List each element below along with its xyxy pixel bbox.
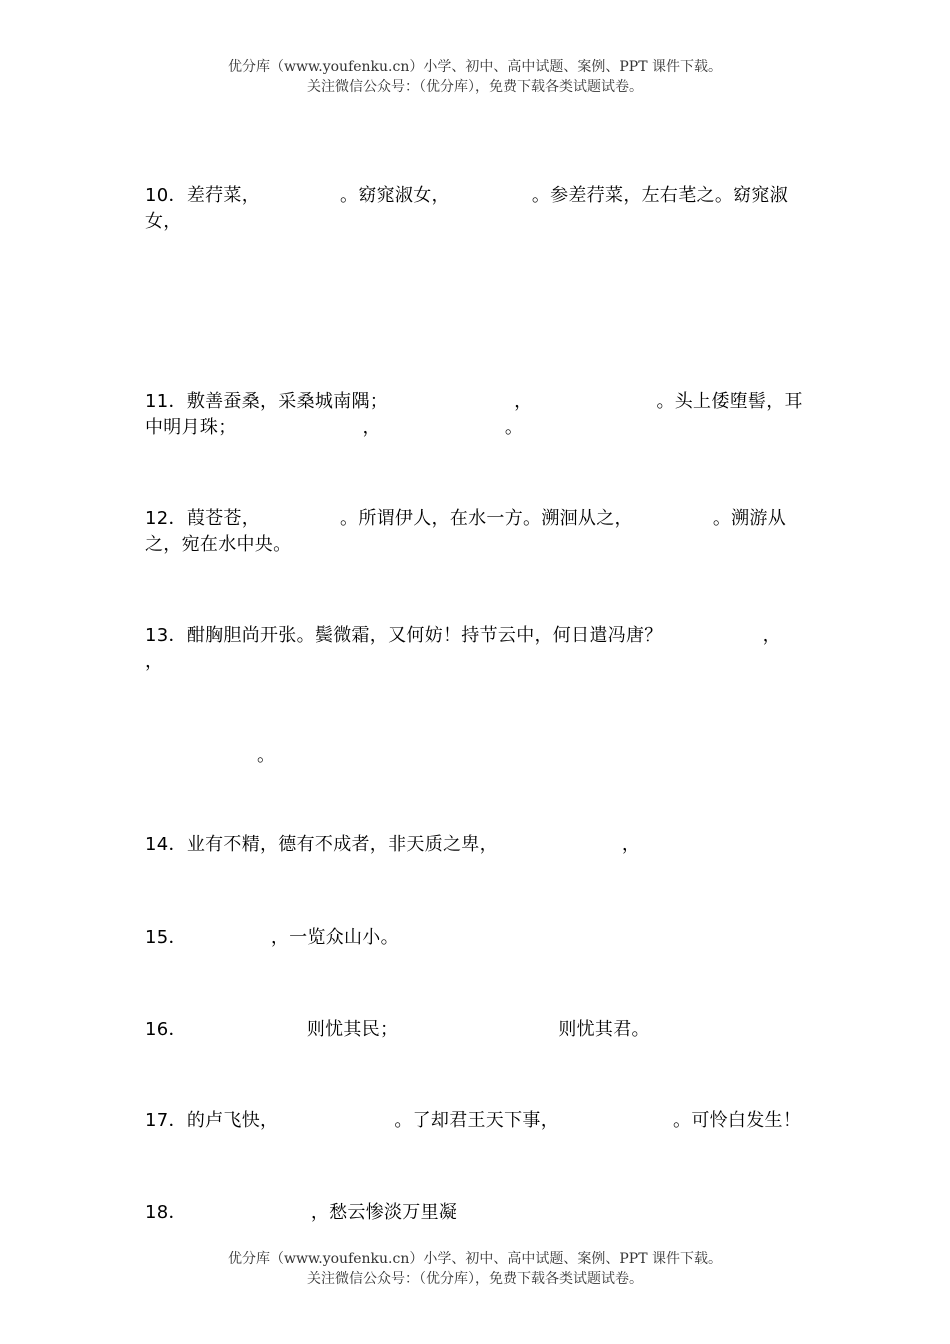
q11-text-b: ，	[514, 391, 533, 412]
question-number: 13．	[145, 625, 187, 646]
question-number: 17．	[145, 1110, 187, 1131]
q10-text-c: 。参差荇菜，左右芼之。窈窕淑	[531, 185, 789, 206]
question-15	[145, 925, 805, 951]
q17-text-a: 的卢飞快，	[186, 1110, 279, 1131]
q11-text-e: ，	[362, 417, 381, 438]
question-number: 15．	[145, 927, 187, 948]
q17-text-b: 。了却君王天下事，	[394, 1110, 560, 1131]
question-number: 16．	[145, 1019, 187, 1040]
q18-text-a: ，愁云惨淡万里凝	[310, 1202, 458, 1223]
header-line-2: 关注微信公众号：（优分库），免费下载各类试题试卷。	[307, 79, 643, 95]
q11-text-a: 敷善蚕桑，采桑城南隅；	[186, 391, 389, 412]
q11-text-d: 中明月珠；	[145, 417, 237, 438]
q13-text-c: ，	[145, 651, 164, 672]
question-14	[145, 832, 805, 858]
question-number: 11．	[145, 391, 187, 412]
q12-text-d: 之，宛在水中央。	[145, 534, 292, 555]
footer-line-2: 关注微信公众号：（优分库），免费下载各类试题试卷。	[307, 1271, 643, 1287]
page-header	[0, 57, 950, 97]
question-12	[145, 506, 805, 558]
q14-text-a: 业有不精，德有不成者，非天质之卑，	[186, 834, 498, 855]
question-11	[145, 389, 805, 441]
q11-text-c: 。头上倭堕髻，耳	[656, 391, 803, 412]
question-number: 18．	[145, 1202, 187, 1223]
question-number: 10．	[145, 185, 187, 206]
page-footer	[0, 1249, 950, 1289]
q12-text-b: 。所谓伊人，在水一方。溯洄从之，	[340, 508, 633, 529]
question-10	[145, 183, 805, 235]
question-16	[145, 1017, 805, 1043]
question-13-continued	[145, 743, 805, 769]
q11-text-f: 。	[504, 417, 524, 438]
question-number: 14．	[145, 834, 187, 855]
q10-text-d: 女，	[145, 211, 182, 232]
q13-text-d: 。	[257, 745, 276, 766]
question-17	[145, 1108, 805, 1134]
question-18	[145, 1200, 805, 1226]
question-number: 12．	[145, 508, 187, 529]
q10-text-a: 差荇菜，	[186, 185, 261, 206]
q13-text-a: 酣胸胆尚开张。鬓微霜，又何妨！持节云中，何日遣冯唐？	[186, 625, 663, 646]
header-line-1: 优分库（www.youfenku.cn）小学、初中、高中试题、案例、PPT 课件下载。	[227, 59, 722, 75]
q15-text-a: ，一览众山小。	[270, 927, 399, 948]
footer-line-1: 优分库（www.youfenku.cn）小学、初中、高中试题、案例、PPT 课件下载。	[227, 1251, 722, 1267]
q13-text-b: ，	[762, 625, 781, 646]
q12-text-a: 葭苍苍，	[186, 508, 261, 529]
question-13	[145, 623, 805, 675]
q12-text-c: 。溯游从	[712, 508, 787, 529]
q14-text-b: ，	[621, 834, 641, 855]
q16-text-a: 则忧其民；	[306, 1019, 399, 1040]
q17-text-c: 。可怜白发生！	[673, 1110, 802, 1131]
q10-text-b: 。窈窕淑女，	[340, 185, 450, 206]
q16-text-b: 则忧其君。	[558, 1019, 650, 1040]
